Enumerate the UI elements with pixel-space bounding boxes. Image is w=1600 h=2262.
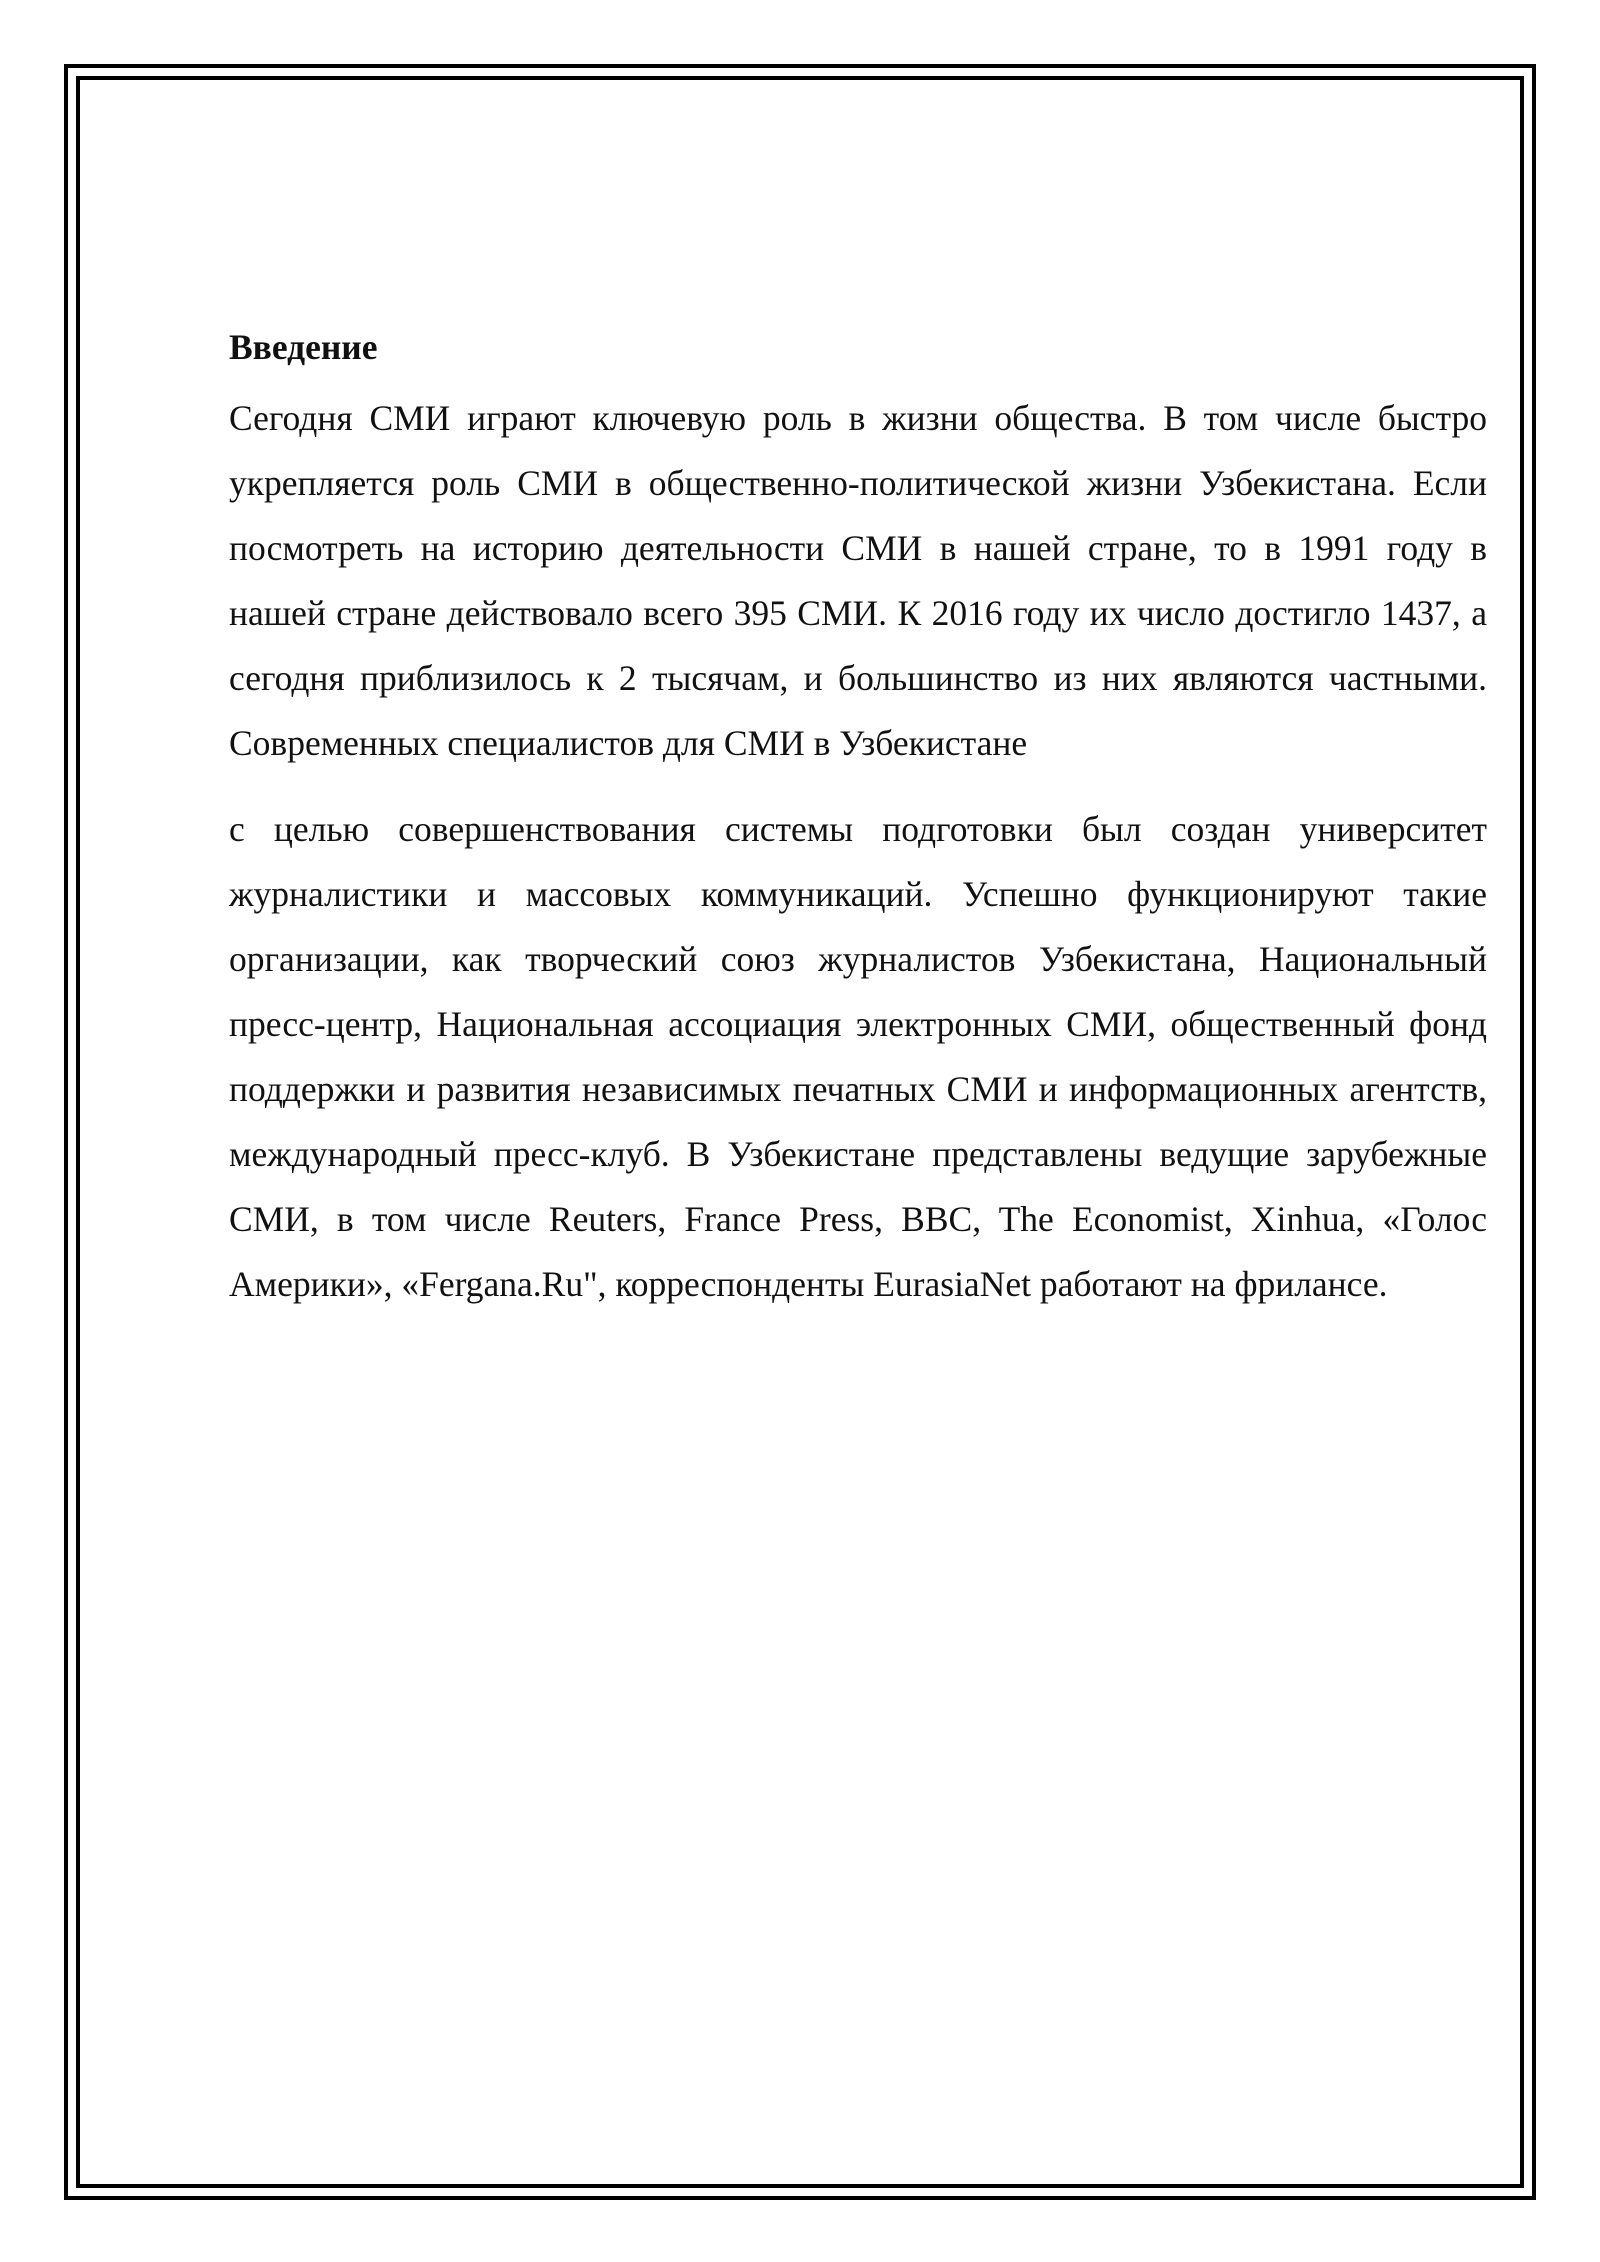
- document-body: [229, 322, 1487, 1317]
- paragraph-2: с целью совершенствования системы подготовки был создан университет журналистики и массовых коммуникаций. Успешно функционируют такие организации, как творческий союз журналистов Узбекистана, Национальный пресс-центр, Национальная ассоциация электронных СМИ, общественный фонд поддержки и развития независимых печатных СМИ и информационных агентств, международный пресс-клуб. В Узбекистане представлены ведущие зарубежные СМИ, в том числе Reuters, France Press, BBC, The Economist, Xinhua, «Голос Америки», «Fergana.Ru", корреспонденты EurasiaNet работают на фрилансе.: [229, 809, 1487, 1304]
- document-heading: Введение: [229, 327, 378, 367]
- paragraph-1: Сегодня СМИ играют ключевую роль в жизни общества. В том числе быстро укрепляется роль СМИ в общественно-политической жизни Узбекистана. Если посмотреть на историю деятельности СМИ в нашей стране, то в 1991 году в нашей стране действовало всего 395 СМИ. К 2016 году их число достигло 1437, а сегодня приблизилось к 2 тысячам, и большинство из них являются частными. Современных специалистов для СМИ в Узбекистане: [229, 398, 1487, 763]
